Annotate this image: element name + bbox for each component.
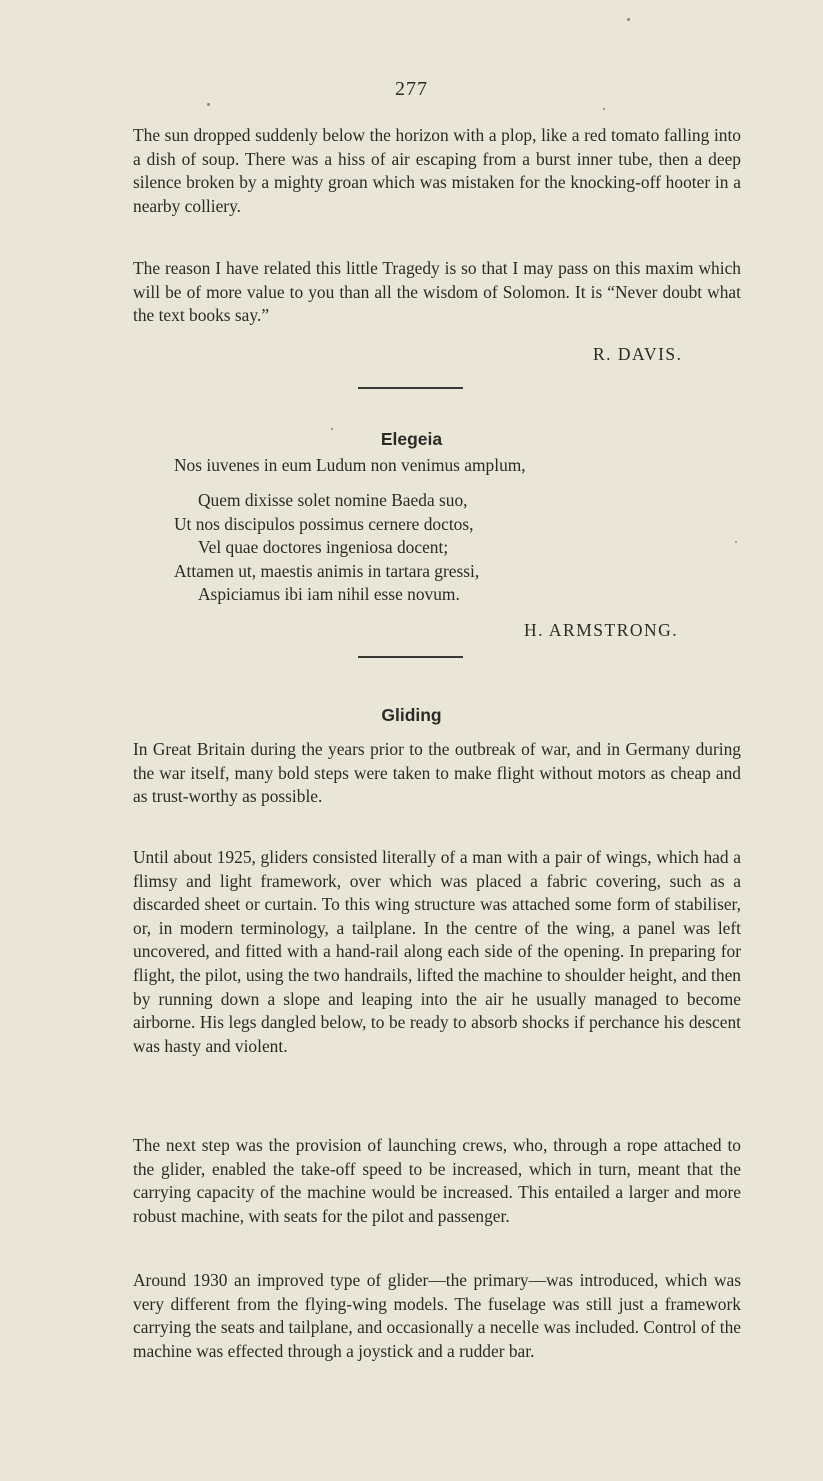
- poem-line: Ut nos discipulos possimus cernere doctos,: [174, 514, 474, 534]
- paper-speck: [735, 541, 737, 543]
- section-divider: [358, 656, 463, 658]
- elegeia-author: H. ARMSTRONG.: [524, 620, 679, 640]
- poem-line: Aspiciamus ibi iam nihil esse novum.: [198, 584, 460, 604]
- elegeia-title: Elegeia: [380, 429, 443, 449]
- poem-line: Vel quae doctores ingeniosa docent;: [198, 537, 449, 557]
- tragedy-author: R. DAVIS.: [593, 344, 683, 364]
- gliding-paragraph-2: Until about 1925, gliders consisted literally of a man with a pair of wings, which had a flimsy and light framework, over which was placed a fabric covering, such as a discarded sheet or curtain. To this wing structure was attached some form of stabiliser, or, in modern terminology, a tailplane. In the centre of the wing, a panel was left uncovered, and fitted with a hand-rail along each side of the opening. In preparing for flight, the pilot, using the two handrails, lifted the machine to shoulder height, and then by running down a slope and leaping into the air he usually managed to become airborne. His legs dangled below, to be ready to absorb shocks if perchance his descent was hasty and violent.: [133, 847, 741, 1056]
- paper-speck: [331, 428, 333, 430]
- gliding-paragraph-1: In Great Britain during the years prior to the outbreak of war, and in Germany during the war itself, many bold steps were taken to make flight without motors as cheap and as trust-worthy as possible.: [133, 739, 741, 807]
- tragedy-paragraph-1: The sun dropped suddenly below the horizon with a plop, like a red tomato falling into a dish of soup. There was a hiss of air escaping from a burst inner tube, then a deep silence broken by a mighty groan which was mistaken for the knocking-off hooter in a nearby colliery.: [133, 125, 741, 216]
- paper-speck: [627, 18, 630, 21]
- poem-line: Quem dixisse solet nomine Baeda suo,: [198, 490, 468, 510]
- poem-line: Attamen ut, maestis animis in tartara gressi,: [174, 561, 480, 581]
- paper-speck: [603, 108, 605, 110]
- page-number: 277: [395, 78, 428, 100]
- tragedy-paragraph-2: The reason I have related this little Tragedy is so that I may pass on this maxim which will be of more value to you than all the wisdom of Solomon. It is “Never doubt what the text books say.”: [133, 258, 741, 326]
- gliding-paragraph-4: Around 1930 an improved type of glider—the primary—was introduced, which was very different from the flying-wing models. The fuselage was still just a framework carrying the seats and tailplane, and occasionally a necelle was included. Control of the machine was effected through a joystick and a rudder bar.: [133, 1270, 741, 1361]
- paper-speck: [207, 103, 210, 106]
- gliding-paragraph-3: The next step was the provision of launching crews, who, through a rope attached to the glider, enabled the take-off speed to be increased, which in turn, meant that the carrying capacity of the machine would be increased. This entailed a larger and more robust machine, with seats for the pilot and passenger.: [133, 1135, 741, 1226]
- gliding-title: Gliding: [381, 705, 442, 725]
- section-divider: [358, 387, 463, 389]
- poem-line: Nos iuvenes in eum Ludum non venimus amplum,: [174, 455, 526, 475]
